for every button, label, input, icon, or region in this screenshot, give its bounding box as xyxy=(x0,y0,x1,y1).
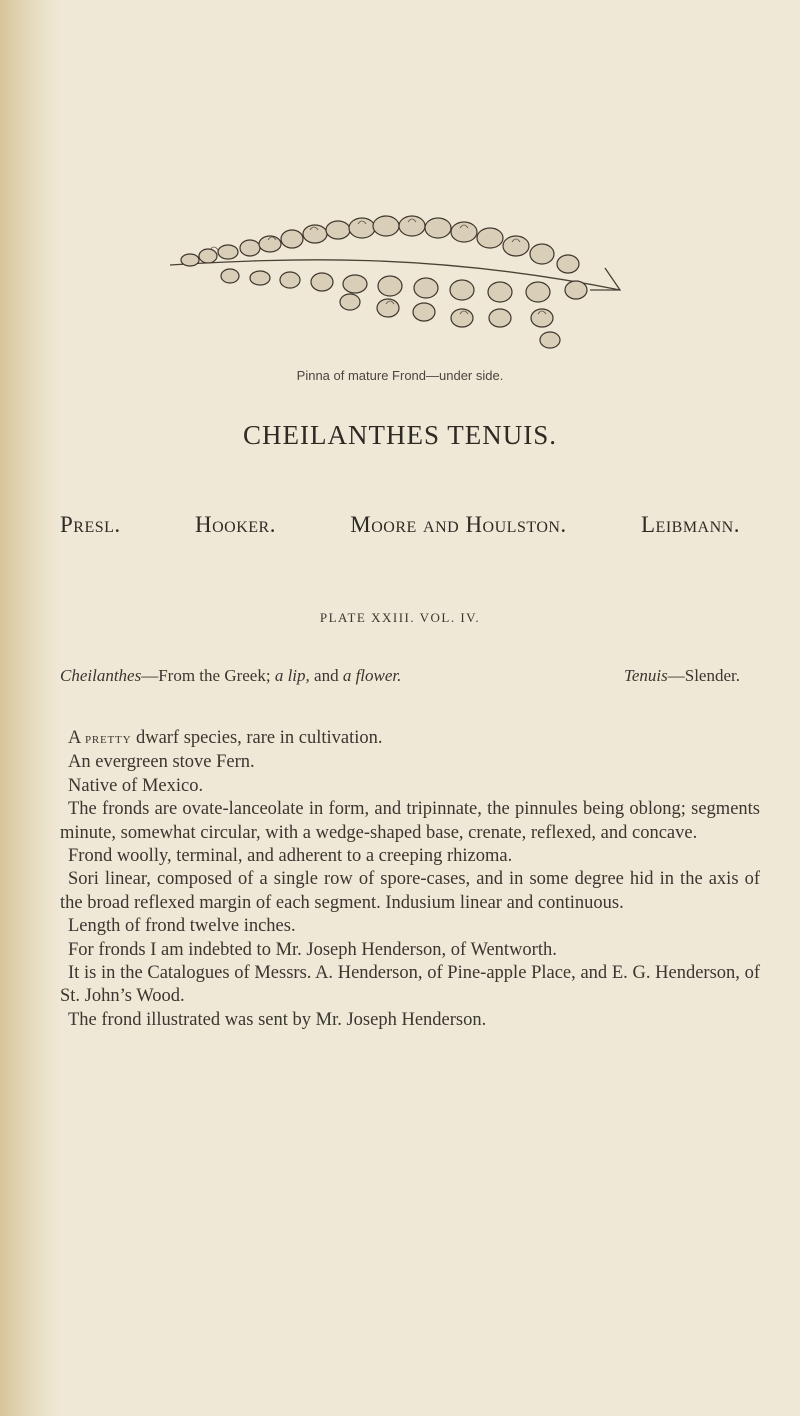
description-paragraph: For fronds I am indebted to Mr. Joseph Henderson, of Wentworth. xyxy=(68,939,557,960)
pinnules-top xyxy=(181,216,579,273)
authority-moore-houlston: Moore and Houlston. xyxy=(350,512,567,537)
authority-list xyxy=(60,512,740,538)
description-paragraph: Sori linear, composed of a single row of spore-cases, and in some degree hid in the axis of the broad reflexed margin of each segment. Indusium linear and continuous. xyxy=(60,869,760,913)
description-paragraph: A pretty dwarf species, rare in cultivation. xyxy=(68,728,383,748)
description-paragraph: Frond woolly, terminal, and adherent to a creeping rhizoma. xyxy=(68,846,513,867)
page-gutter-shadow xyxy=(0,0,60,1416)
fern-pinna-drawing xyxy=(150,140,630,360)
fern-pinna-illustration xyxy=(150,140,630,360)
authority-presl: Presl. xyxy=(60,512,121,537)
description-paragraph: An evergreen stove Fern. xyxy=(68,752,255,773)
species-term: Tenuis xyxy=(623,666,668,685)
species-etymology: Tenuis—Slender. xyxy=(623,666,740,685)
plate-reference: PLATE XXIII. VOL. IV. xyxy=(319,610,481,625)
description-paragraph: Length of frond twelve inches. xyxy=(68,916,296,937)
page-title: CHEILANTHES TENUIS. xyxy=(243,420,557,450)
description-paragraph: The fronds are ovate-lanceolate in form, and tripinnate, the pinnules being oblong; segments minute, somewhat circular, with a wedge-shaped base, crenate, reflexed, and concave. xyxy=(60,799,760,843)
description-text xyxy=(60,727,760,1032)
description-paragraph: It is in the Catalogues of Messrs. A. Henderson, of Pine-apple Place, and E. G. Henderson, of St. John’s Wood. xyxy=(60,963,760,1007)
description-paragraph: The frond illustrated was sent by Mr. Joseph Henderson. xyxy=(68,1009,487,1030)
genus-term: Cheilanthes xyxy=(60,666,142,685)
authority-hooker: Hooker. xyxy=(194,512,276,537)
description-paragraph: Native of Mexico. xyxy=(68,775,204,796)
genus-etymology: Cheilanthes—From the Greek; a lip, and a flower. xyxy=(60,666,402,685)
pinnules-bottom xyxy=(221,269,587,348)
authority-leibmann: Leibmann. xyxy=(641,512,740,537)
etymology-line xyxy=(60,666,740,686)
figure-caption: Pinna of mature Frond—under side. xyxy=(296,368,504,383)
